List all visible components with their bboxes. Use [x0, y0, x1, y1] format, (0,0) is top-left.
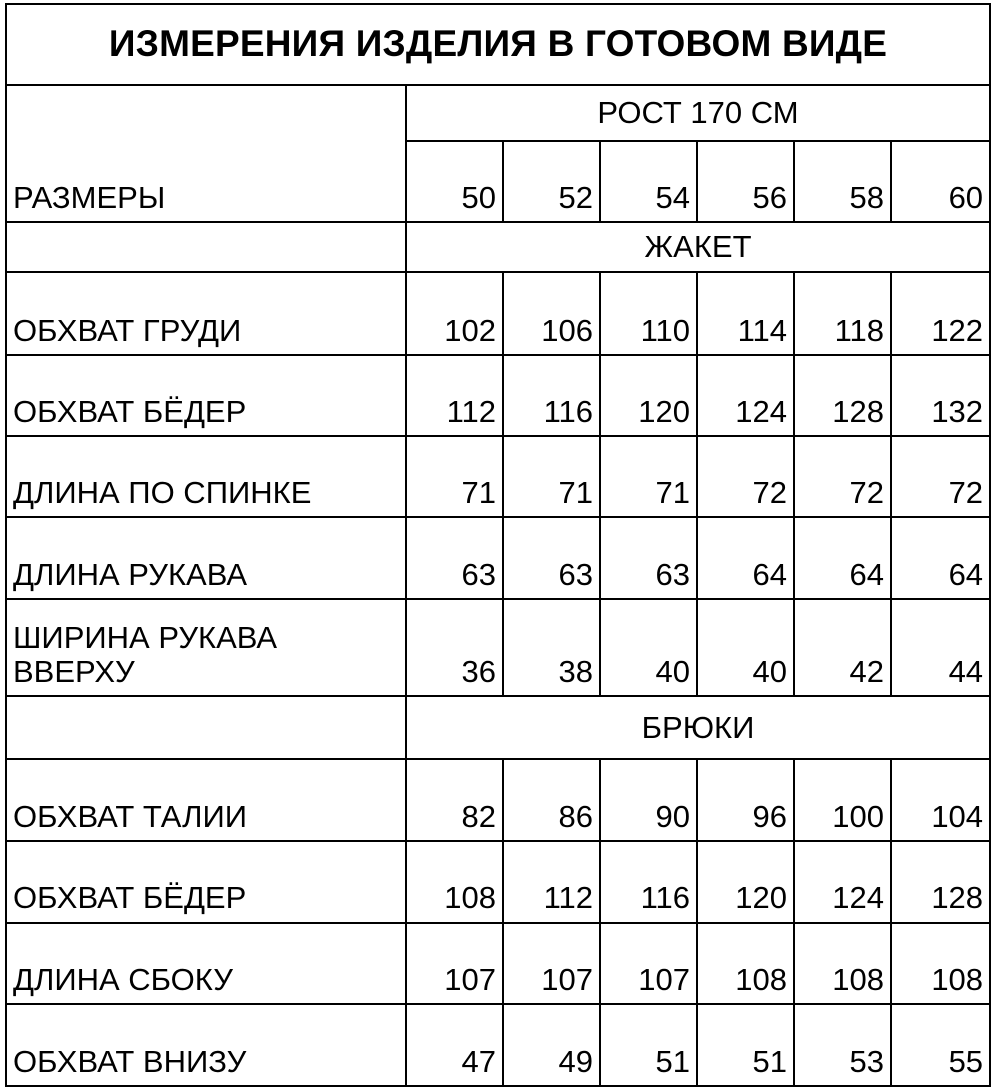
table-title: ИЗМЕРЕНИЯ ИЗДЕЛИЯ В ГОТОВОМ ВИДЕ — [6, 4, 990, 85]
cell-value: 72 — [794, 436, 891, 517]
cell-value: 42 — [794, 599, 891, 696]
cell-value: 102 — [406, 272, 503, 354]
height-label: РОСТ 170 СМ — [406, 85, 990, 141]
cell-value: 124 — [697, 355, 794, 436]
table-row — [6, 272, 990, 354]
cell-value: 63 — [406, 517, 503, 599]
section-title-jacket: ЖАКЕТ — [406, 222, 990, 272]
cell-value: 108 — [891, 923, 990, 1004]
cell-value: 71 — [503, 436, 600, 517]
row-label: ОБХВАТ БЁДЕР — [6, 841, 406, 922]
section-row-trousers — [6, 696, 990, 759]
cell-value: 114 — [697, 272, 794, 354]
cell-value: 49 — [503, 1004, 600, 1086]
cell-value: 38 — [503, 599, 600, 696]
row-label: ОБХВАТ ГРУДИ — [6, 272, 406, 354]
table-row — [6, 517, 990, 599]
cell-value: 82 — [406, 759, 503, 841]
measurements-table — [5, 3, 991, 1087]
cell-value: 51 — [600, 1004, 697, 1086]
cell-value: 120 — [600, 355, 697, 436]
cell-value: 107 — [406, 923, 503, 1004]
cell-value: 40 — [600, 599, 697, 696]
cell-value: 108 — [406, 841, 503, 922]
row-label: ОБХВАТ ТАЛИИ — [6, 759, 406, 841]
size-chart-document — [5, 3, 989, 1087]
cell-value: 106 — [503, 272, 600, 354]
cell-value: 36 — [406, 599, 503, 696]
cell-value: 71 — [600, 436, 697, 517]
row-label: ОБХВАТ БЁДЕР — [6, 355, 406, 436]
cell-value: 96 — [697, 759, 794, 841]
cell-value: 64 — [891, 517, 990, 599]
cell-value: 108 — [794, 923, 891, 1004]
table-row — [6, 759, 990, 841]
cell-value: 44 — [891, 599, 990, 696]
size-header: 52 — [503, 141, 600, 222]
size-header: 60 — [891, 141, 990, 222]
cell-value: 128 — [891, 841, 990, 922]
cell-value: 107 — [600, 923, 697, 1004]
cell-value: 71 — [406, 436, 503, 517]
size-header: 50 — [406, 141, 503, 222]
cell-value: 112 — [406, 355, 503, 436]
cell-value: 90 — [600, 759, 697, 841]
cell-value: 72 — [891, 436, 990, 517]
row-label: ДЛИНА ПО СПИНКЕ — [6, 436, 406, 517]
blank-cell — [6, 222, 406, 272]
cell-value: 100 — [794, 759, 891, 841]
sizes-label: РАЗМЕРЫ — [6, 85, 406, 222]
cell-value: 47 — [406, 1004, 503, 1086]
cell-value: 122 — [891, 272, 990, 354]
size-header: 56 — [697, 141, 794, 222]
cell-value: 55 — [891, 1004, 990, 1086]
cell-value: 108 — [697, 923, 794, 1004]
cell-value: 72 — [697, 436, 794, 517]
cell-value: 112 — [503, 841, 600, 922]
row-label: ШИРИНА РУКАВА ВВЕРХУ — [6, 599, 406, 696]
row-label: ДЛИНА СБОКУ — [6, 923, 406, 1004]
blank-cell — [6, 696, 406, 759]
cell-value: 63 — [600, 517, 697, 599]
cell-value: 128 — [794, 355, 891, 436]
table-row — [6, 599, 990, 696]
cell-value: 132 — [891, 355, 990, 436]
cell-value: 110 — [600, 272, 697, 354]
cell-value: 64 — [794, 517, 891, 599]
row-label: ОБХВАТ ВНИЗУ — [6, 1004, 406, 1086]
table-row — [6, 355, 990, 436]
cell-value: 120 — [697, 841, 794, 922]
table-row — [6, 841, 990, 922]
table-row — [6, 436, 990, 517]
table-row — [6, 1004, 990, 1086]
cell-value: 118 — [794, 272, 891, 354]
section-title-trousers: БРЮКИ — [406, 696, 990, 759]
cell-value: 104 — [891, 759, 990, 841]
height-row — [6, 85, 990, 141]
size-header: 54 — [600, 141, 697, 222]
cell-value: 124 — [794, 841, 891, 922]
cell-value: 107 — [503, 923, 600, 1004]
cell-value: 51 — [697, 1004, 794, 1086]
cell-value: 64 — [697, 517, 794, 599]
row-label: ДЛИНА РУКАВА — [6, 517, 406, 599]
cell-value: 53 — [794, 1004, 891, 1086]
section-row-jacket — [6, 222, 990, 272]
size-header: 58 — [794, 141, 891, 222]
title-row — [6, 4, 990, 85]
cell-value: 86 — [503, 759, 600, 841]
cell-value: 116 — [503, 355, 600, 436]
cell-value: 40 — [697, 599, 794, 696]
cell-value: 63 — [503, 517, 600, 599]
cell-value: 116 — [600, 841, 697, 922]
table-row — [6, 923, 990, 1004]
